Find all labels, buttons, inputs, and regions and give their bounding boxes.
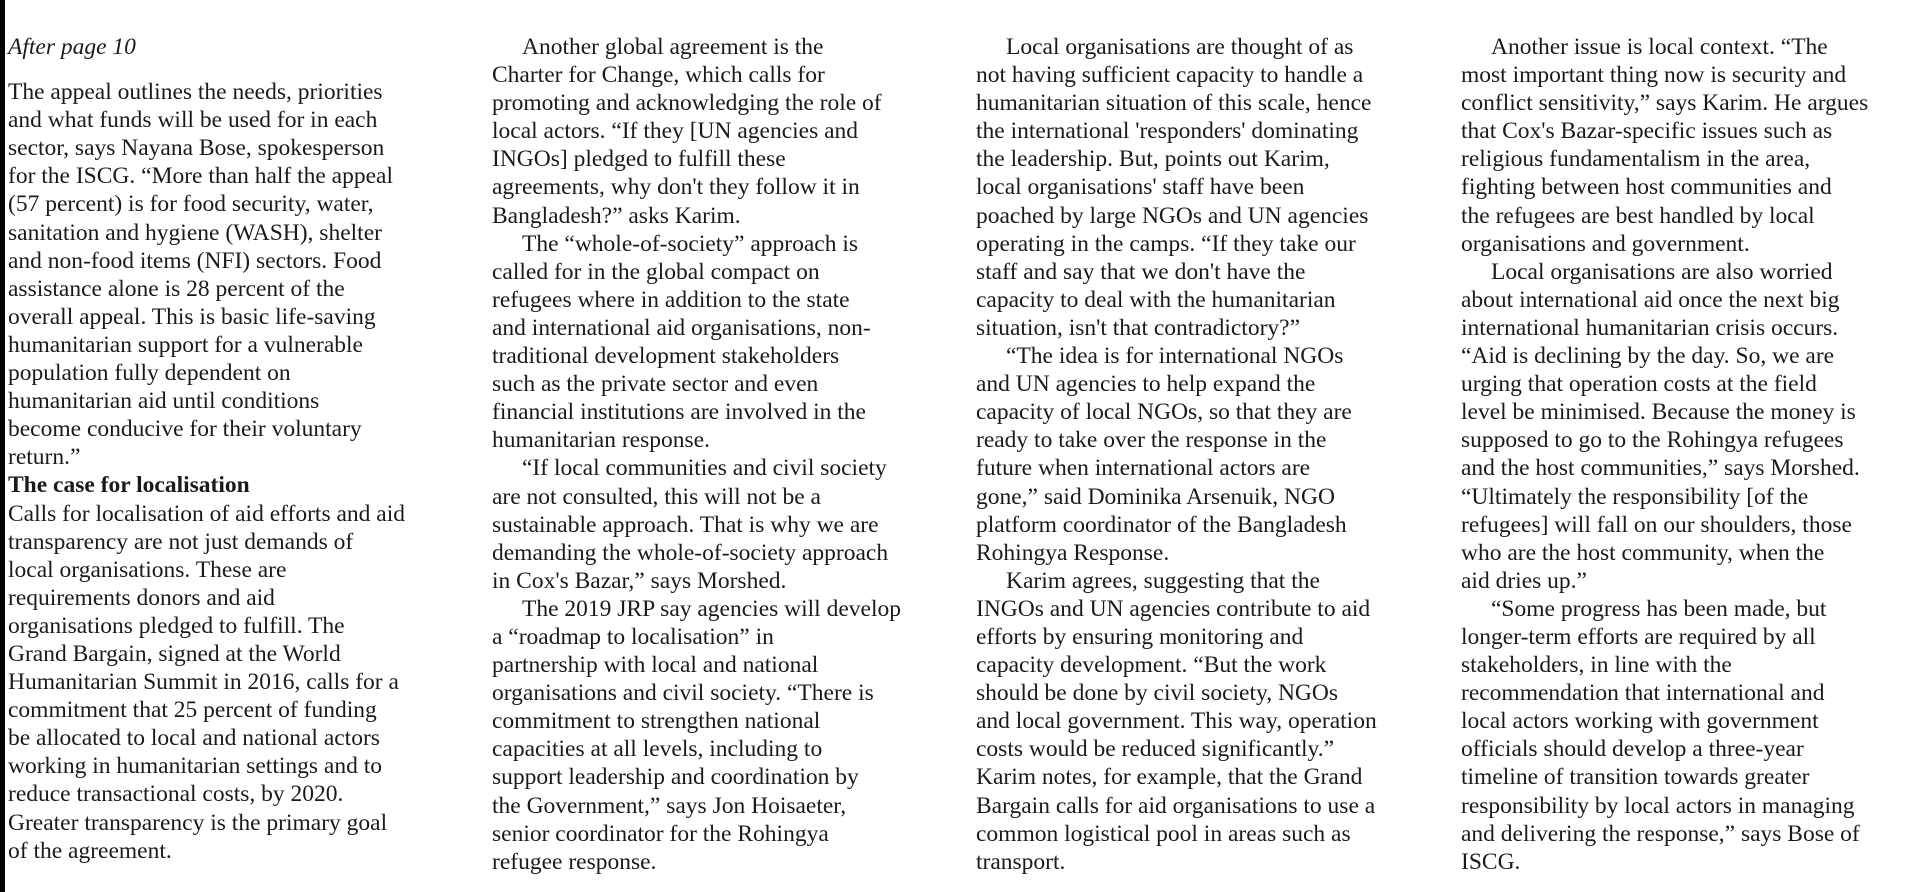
paragraph: “If local communities and civil society are not consulted, this will not be a sustainable approach. That is why we are demanding the whole-of-society approach in Cox's Bazar,” says Morshed. — [492, 455, 889, 594]
column-4 — [1461, 33, 1916, 876]
page-edge-strip — [0, 0, 5, 892]
paragraph: Local organisations are thought of as not having sufficient capacity to handle a humanitarian situation of this scale, hence the international 'responders' dominating the leadership. But, points out Karim, local organisations' staff have been poached by large NGOs and UN agencies operating in the camps. “If they take our staff and say that we don't have the capacity to deal with the humanitarian situation, isn't that contradictory?” — [976, 34, 1372, 341]
section-heading: The case for localisation — [8, 472, 250, 499]
paragraph: “Some progress has been made, but longer-term efforts are required by all stakeholders, in line with the recommendation that international and local actors working with government officials should develop a three-year timeline of transition towards greater responsibility by local actors in managing and delivering the response,” says Bose of ISCG. — [1461, 595, 1860, 875]
column-3 — [976, 33, 1446, 876]
paragraph: “The idea is for international NGOs and UN agencies to help expand the capacity of local NGOs, so that they are ready to take over the response in the future when international actors are gone,” said Dominika Arsenuik, NGO platform coordinator of the Bangladesh Rohingya Response. — [976, 343, 1352, 566]
paragraph: Calls for localisation of aid efforts and aid transparency are not just demands of local organisations. These are requirements donors and aid organisations pledged to fulfill. The Grand Bargain, signed at the World Humanitarian Summit in 2016, calls for a commitment that 25 percent of funding be allocated to local and national actors working in humanitarian settings and to reduce transactional costs, by 2020. Greater transparency is the primary goal of the agreement. — [8, 500, 405, 864]
paragraph: The “whole-of-society” approach is called for in the global compact on refugees where in addition to the state and international aid organisations, non- traditional development stakeholders such as the private sector and even financial institutions are involved in the humanitarian response. — [492, 230, 871, 454]
paragraph: Another global agreement is the Charter for Change, which calls for promoting and acknowledging the role of local actors. “If they [UN agencies and INGOs] pledged to fulfill these agreements, why don't they follow it in Bangladesh?” asks Karim. — [492, 34, 882, 229]
paragraph: Another issue is local context. “The most important thing now is security and conflict sensitivity,” says Karim. He argues that Cox's Bazar-specific issues such as religious fundamentalism in the area, fighting between host communities and the refugees are best handled by local organisations and government. — [1461, 34, 1869, 257]
column-1 — [8, 33, 478, 865]
column-2 — [492, 33, 962, 876]
paragraph: Local organisations are also worried about international aid once the next big international humanitarian crisis occurs. “Aid is declining by the day. So, we are urging that operation costs at the field level be minimised. Because the money is supposed to go to the Rohingya refugees and the host communities,” says Morshed. “Ultimately the responsibility [of the refugees] will fall on our shoulders, those who are the host community, when the aid dries up.” — [1461, 258, 1860, 594]
kicker: After page 10 — [8, 34, 136, 60]
paragraph: The 2019 JRP say agencies will develop a “roadmap to localisation” in partnership with local and national organisations and civil society. “There is commitment to strengthen national capacities at all levels, including to support leadership and coordination by the Government,” says Jon Hoisaeter, senior coordinator for the Rohingya refugee response. — [492, 595, 901, 875]
paragraph: Karim agrees, suggesting that the INGOs and UN agencies contribute to aid efforts by ensuring monitoring and capacity development. “But the work should be done by civil society, NGOs and local government. This way, operation costs would be reduced significantly.” Karim notes, for example, that the Grand Bargain calls for aid organisations to use a common logistical pool in areas such as transport. — [976, 567, 1377, 875]
paragraph: The appeal outlines the needs, priorities and what funds will be used for in each sector, says Nayana Bose, spokesperson for the ISCG. “More than half the appeal (57 percent) is for food security, water, sanitation and hygiene (WASH), shelter and non-food items (NFI) sectors. Food assistance alone is 28 percent of the overall appeal. This is basic life-saving humanitarian support for a vulnerable population fully dependent on humanitarian aid until conditions become conducive for their voluntary return.” — [8, 79, 394, 471]
